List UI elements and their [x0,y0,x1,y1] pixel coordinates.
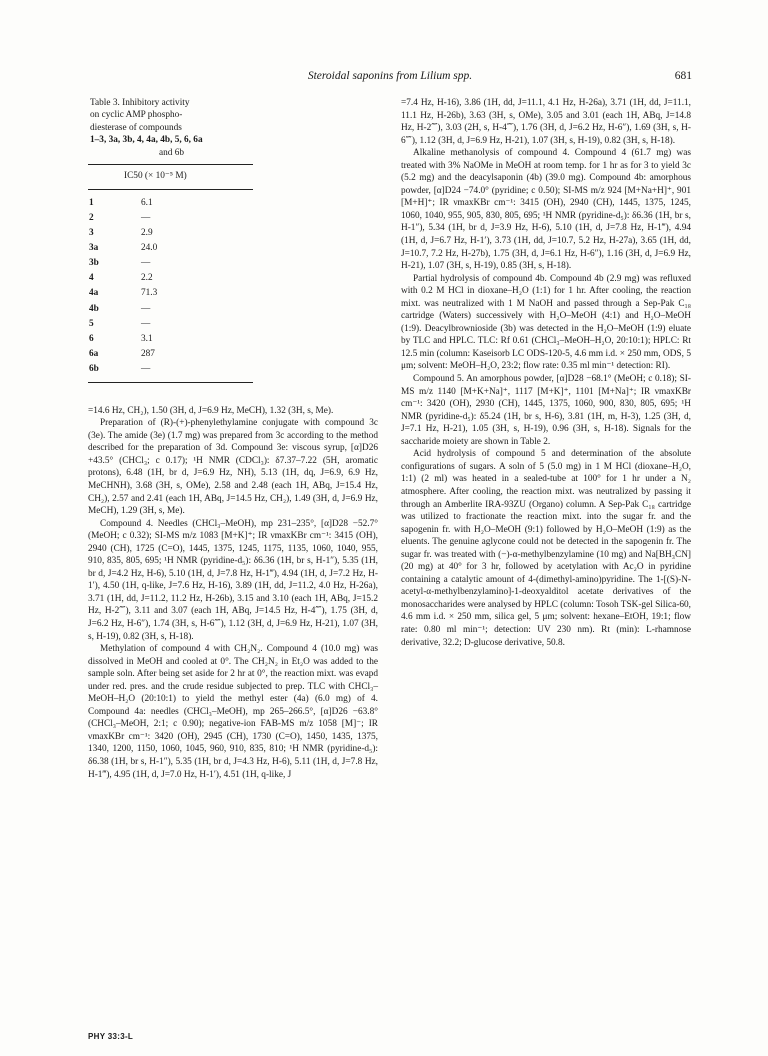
table-row [88,347,253,362]
ic50-cell: — [141,318,151,329]
ic50-cell: 24.0 [141,243,158,254]
compound-cell: 4 [89,273,94,284]
ic50-cell: 3.1 [141,333,153,344]
compound-cell: 3b [89,258,99,269]
ic50-cell: 6.1 [141,197,153,208]
compound-cell: 4b [89,303,99,314]
table-caption [88,97,253,159]
ic50-cell: — [141,212,151,223]
ic50-cell: 2.2 [141,273,153,284]
table-row [88,211,253,226]
table-row [88,271,253,286]
compound-cell: 6 [89,333,94,344]
paragraph: Compound 4. Needles (CHCl₃–MeOH), mp 231–235°, [α]D28 −52.7° (MeOH; c 0.32); SI-MS m/z 1083 [M+K]⁺; IR νmaxKBr cm⁻¹: 3415 (OH), 2940 (CH), 1725 (C=O), 1445, 1375, 1245, 1175, 1135, 1060, 1040, 955, 910, 835, 805, 695; ¹H NMR (pyridine-d₅): δ6.36 (1H, br s, H-1″), 5.35 (1H, br d, J=4.2 Hz, H-6), 5.10 (1H, d, J=7.8 Hz, H-1‴), 4.94 (1H, d, J=7.2 Hz, H-1′), 4.50 (1H, q-like, J=7.6 Hz, H-16), 3.89 (1H, dd, J=11.2, 4.0 Hz, H-26a), 3.71 (1H, dd, J=11.2, 11.2 Hz, H-26b), 3.15 and 3.10 (each 1H, ABq, J=15.2 Hz, H-2⁗), 3.11 and 3.07 (each 1H, ABq, J=14.5 Hz, H-4⁗), 1.75 (3H, d, J=6.2 Hz, H-6″), 1.74 (3H, s, H-6⁗), 1.12 (3H, d, J=6.9 Hz, H-21), 1.07 (3H, s, H-19), 0.82 (3H, s, H-18). [88,518,378,642]
paragraph: Methylation of compound 4 with CH₂N₂. Compound 4 (10.0 mg) was dissolved in MeOH and cooled at 0°. The CH₂N₂ in Et₂O was added to the sample soln. After being set aside for 2 hr at 0°, the reaction mixt. was evapd under red. pres. and the crude residue subjected to prep. TLC with CHCl₃–MeOH–H₂O (20:10:1) to yield the methyl ester (4a) (6.0 mg) of 4. Compound 4a: needles (CHCl₃–MeOH), mp 265–266.5°, [α]D26 −63.8° (CHCl₃–MeOH, 2:1; c 0.90); negative-ion FAB-MS m/z 1058 [M]⁻; IR νmaxKBr cm⁻¹: 3420 (OH), 2945 (CH), 1730 (C=O), 1450, 1435, 1375, 1340, 1200, 1150, 1060, 1045, 960, 910, 835, 810; ¹H NMR (pyridine-d₅): δ6.38 (1H, br s, H-1″), 5.35 (1H, br d, J=4.3 Hz, H-6), 5.11 (1H, d, J=7.8 Hz, H-1‴), 4.95 (1H, d, J=7.0 Hz, H-1′), 4.51 (1H, q-like, J [88,644,378,780]
ic50-cell: — [127,362,253,383]
compound-cell: 6a [89,348,99,359]
left-body-text [88,405,378,781]
ic50-cell: 2.9 [141,228,153,239]
caption-line: on cyclic AMP phospho- [90,110,183,121]
compound-cell: 1 [89,197,94,208]
paragraph: Alkaline methanolysis of compound 4. Compound 4 (61.7 mg) was treated with 3% NaOMe in MeOH at room temp. for 1 hr as for 3 to yield 3c (5.2 mg) and the deacylsaponin (4b) (39.0 mg). Compound 4b: amorphous powder, [α]D24 −74.0° (pyridine; c 0.50); SI-MS m/z 924 [M+Na+H]⁺, 901 [M+H]⁺; IR νmaxKBr cm⁻¹: 3415 (OH), 2940 (CH), 1445, 1375, 1245, 1060, 1040, 955, 905, 830, 805, 695; ¹H NMR (pyridine-d₅): δ6.36 (1H, br s, H-1″), 5.34 (1H, br d, J=3.9 Hz, H-6), 5.10 (1H, d, J=7.8 Hz, H-1‴), 4.94 (1H, d, J=6.7 Hz, H-1′), 3.73 (1H, dd, J=10.7, 5.2 Hz, H-27a), 3.65 (1H, dd, J=10.7, 7.2 Hz, H-27b), 1.75 (3H, d, J=6.1 Hz, H-6″), 1.16 (3H, d, J=6.9 Hz, H-21), 1.07 (3H, s, H-19), 0.85 (3H, s, H-18). [401,148,691,272]
caption-line: diesterase of compounds [90,122,182,133]
paragraph: Acid hydrolysis of compound 5 and determination of the absolute configurations of sugars. A soln of 5 (5.0 mg) in 1 M HCl (dioxane–H₂O, 1:1) (2 ml) was heated in a sealed-tube at 100° for 1 hr under a N₂ atmosphere. After cooling, the reaction mixt. was neutralized by passing it through an Amberlite IRA-93ZU (Organo) column. A Sep-Pak C₁₈ cartridge was utilized to fractionate the reaction mixt. into the sugar fr. and the sapogenin fr. with H₂O–MeOH (9:1) followed by H₂O–MeOH (1:9) as the eluents. The genuine aglycone could not be detected in the sapogenin fr. The sugar fr. was treated with (−)-α-methylbenzylamine (10 mg) and Na[BH₃CN] (20 mg) at 40° for 3 hr, followed by acetylation with Ac₂O in pyridine containing a catalytic amount of 4-(dimethyl-amino)pyridine. The 1-[(S)-N-acetyl-α-methylbenzylamino]-1-deoxyalditol acetate derivatives of the monosaccharides were analysed by HPLC (column: Tosoh TSK-gel Silica-60, 4.6 mm i.d. × 250 mm, silica gel, 5 μm; solvent: hexane–EtOH, 19:1; flow rate: 0.80 ml min⁻¹; detection: UV 230 nm). Rt (min): L-rhamnose derivative, 32.2; D-glucose derivative, 50.8. [401,449,691,648]
compound-cell: 4a [89,288,99,299]
ic50-cell: — [141,258,151,269]
caption-line: 1–3, 3a, 3b, 4, 4a, 4b, 5, 6, 6a [90,135,203,146]
table-row [88,316,253,331]
ic50-table [88,164,253,383]
table-row [88,286,253,301]
ic50-cell: 287 [141,348,155,359]
ic50-cell: — [141,303,151,314]
table-row [88,331,253,346]
compound-cell: 3 [89,228,94,239]
table-row [88,241,253,256]
table-row [88,256,253,271]
table-row [88,226,253,241]
compound-cell: 3a [89,243,99,254]
paragraph: Partial hydrolysis of compound 4b. Compound 4b (2.9 mg) was refluxed with 0.2 M HCl in dioxane–H₂O (1:1) for 1 hr. After cooling, the reaction mixt. was neutralized with 1 M NaOH and passed through a Sep-Pak C₁₈ cartridge (Waters) successively with H₂O–MeOH (4:1) and H₂O–MeOH (1:9). Deacylbrownioside (3b) was detected in the H₂O–MeOH (1:9) eluate by TLC and HPLC. TLC: Rf 0.61 (CHCl₃–MeOH–H₂O, 20:10:1); HPLC: Rt 12.5 min (column: Kaseisorb LC ODS-120-5, 4.6 mm i.d. × 250 mm, ODS, 5 μm; solvent: MeOH–H₂O, 23:2; flow rate: 0.35 ml min⁻¹ detection: RI). [401,273,691,372]
table-row [88,362,253,383]
compound-cell: 2 [89,212,94,223]
paragraph: Compound 5. An amorphous powder, [α]D28 −68.1° (MeOH; c 0.18); SI-MS m/z 1140 [M+K+Na]⁺, 1117 [M+K]⁺, 1101 [M+Na]⁺; IR νmaxKBr cm⁻¹: 3420 (OH), 2930 (CH), 1445, 1375, 1060, 900, 830, 805, 695; ¹H NMR (pyridine-d₅): δ5.24 (1H, br s, H-6), 3.81 (1H, m, H-3), 1.25 (3H, d, J=7.1 Hz, H-21), 1.05 (3H, s, H-19), 0.96 (3H, s, H-18). Signals for the saccharide moiety are shown in Table 2. [401,374,691,447]
table-row [88,301,253,316]
page-number: 681 [674,70,692,82]
caption-line: and 6b [158,147,185,158]
table-column-header: IC50 (× 10⁻⁵ M) [88,165,253,190]
caption-line: Table 3. Inhibitory activity [90,98,190,108]
table-row [88,189,253,211]
paragraph: =14.6 Hz, CH₂), 1.50 (3H, d, J=6.9 Hz, MeCH), 1.32 (3H, s, Me). [88,405,334,416]
right-column [401,97,691,649]
paragraph: =7.4 Hz, H-16), 3.86 (1H, dd, J=11.1, 4.1 Hz, H-26a), 3.71 (1H, dd, J=11.1, 11.1 Hz, H-26b), 3.63 (3H, s, OMe), 3.05 and 3.01 (each 1H, ABq, J=14.8 Hz, H-2⁗), 3.03 (2H, s, H-4⁗), 1.76 (3H, d, J=6.2 Hz, H-6″), 1.69 (3H, s, H-6⁗), 1.12 (3H, d, J=6.9 Hz, H-21), 1.07 (3H, s, H-19), 0.82 (3H, s, H-18). [401,98,691,146]
running-title: Steroidal saponins from Lilium spp. [307,70,473,82]
left-column [88,97,378,781]
paragraph: Preparation of (R)-(+)-phenylethylamine conjugate with compound 3c (3e). The amide (3e) (1.7 mg) was prepared from 3c according to the method described for the preparation of 3d. Compound 3e: viscous syrup, [α]D26 +43.5° (CHCl₃; c 0.17); ¹H NMR (CDCl₃): δ7.37–7.22 (5H, aromatic protons), 6.48 (1H, br d, J=6.9 Hz, NH), 5.13 (1H, dq, J=6.9, 6.9 Hz, MeCHNH), 3.68 (3H, s, OMe), 2.58 and 2.48 (each 1H, ABq, J=15.4 Hz, CH₂), 2.57 and 2.41 (each 1H, ABq, J=14.5 Hz, CH₂), 1.49 (3H, d, J=6.9 Hz, MeCH), 1.29 (3H, s, Me). [88,418,378,517]
ic50-cell: 71.3 [141,288,158,299]
compound-cell: 6b [88,362,127,383]
page-footer: PHY 33:3-L [88,1032,134,1041]
compound-cell: 5 [89,318,94,329]
table-3 [88,97,253,383]
